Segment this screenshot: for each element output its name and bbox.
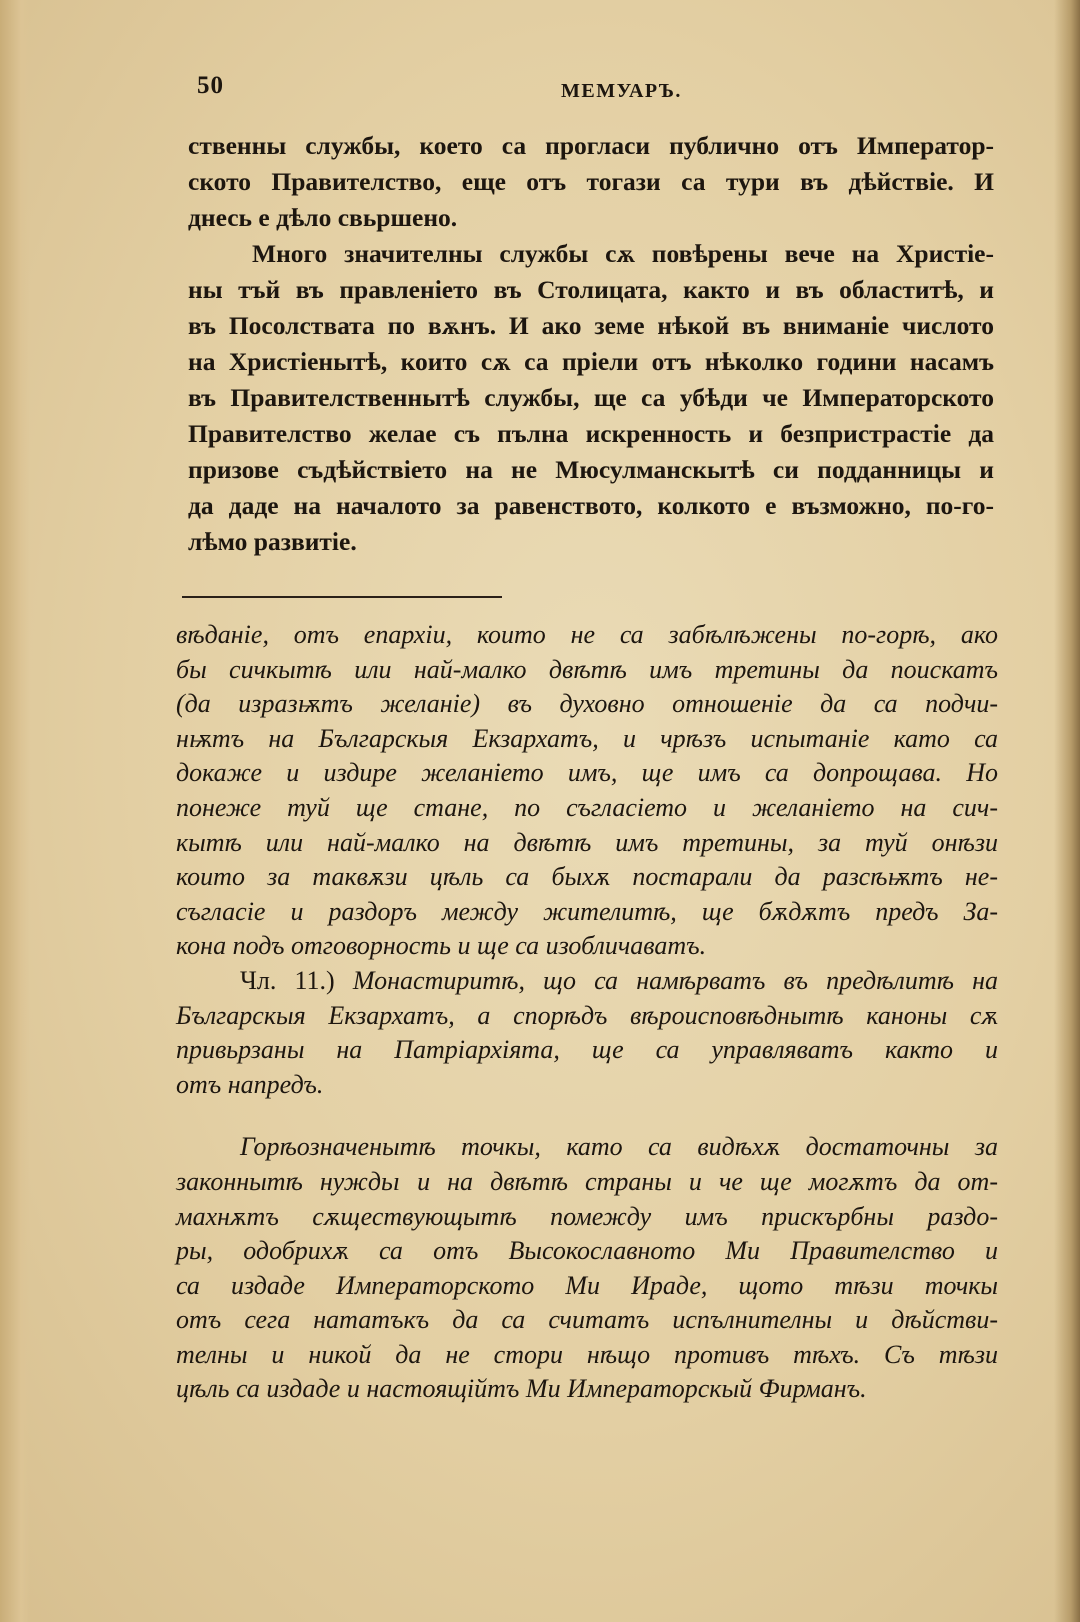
main-text xyxy=(188,128,994,560)
note-line: които за таквѫзи цѣль са быхѫ постарали да разсѣѭтъ не- xyxy=(176,862,998,892)
note-line: съгласіе и раздоръ между жителитѣ, ще бѫдѫтъ предъ За- xyxy=(176,896,998,926)
text-line: лѣмо развитіе. xyxy=(188,527,357,556)
note-line: цѣль са издаде и настоящійтъ Ми Императорскый Фирманъ. xyxy=(176,1374,867,1404)
text-line: на Христіенытѣ, които сѫ са пріели отъ нѣколко години насамъ xyxy=(188,347,994,376)
footnote-divider xyxy=(182,596,502,598)
note-line: (да изразѭтъ желаніе) въ духовно отношеніе да са подчи- xyxy=(176,689,998,719)
page-gutter-shadow xyxy=(0,0,30,1622)
text-line: призове съдѣйствіето на не Мюсулманскытѣ си подданницы и xyxy=(188,455,994,484)
note-line: докаже и издире желаніето имъ, ще имъ са допрощава. Но xyxy=(176,758,998,788)
page-edge-shadow xyxy=(1054,0,1080,1622)
note-line: са издаде Императорското Ми Ираде, щото тѣзи точкы xyxy=(176,1270,998,1300)
note-line: махнѫтъ сѫществующытѣ помежду имъ прискърбны раздо- xyxy=(176,1201,998,1231)
note-line: телны и никой да не стори нѣщо противъ тѣхъ. Съ тѣзи xyxy=(176,1339,998,1369)
note-line: кытѣ или най-малко на двѣтѣ имъ третины, за туй онѣзи xyxy=(176,827,998,857)
note-line: Българскыя Екзархатъ, а спорѣдъ вѣроисповѣднытѣ каноны сѫ xyxy=(176,1000,998,1030)
note-line: кона подъ отговорность и ще са изобличаватъ. xyxy=(176,931,707,961)
note-line: отъ сега нататъкъ да са считатъ испълнителны и дѣйстви- xyxy=(176,1305,998,1335)
text-line: да даде на началото за равенството, колкото е възможно, по-го- xyxy=(188,491,994,520)
paragraph-gap xyxy=(176,1102,998,1130)
note-line: Горѣозначенытѣ точкы, като са видѣхѫ достаточны за xyxy=(240,1132,998,1162)
text-line: днесь е дѣло свьршено. xyxy=(188,203,458,232)
note-line: вѣданіе, отъ епархіи, които не са забѣлѣжены по-горѣ, ако xyxy=(176,620,998,649)
text-line: ны тъй въ правленіето въ Столицата, както и въ областитѣ, и xyxy=(188,275,994,304)
text-line: въ Посолствата по вѫнъ. И ако земе нѣкой въ вниманіе числото xyxy=(188,311,994,340)
text-line: ственны службы, което са прогласи публично отъ Император- xyxy=(188,131,994,160)
note-line xyxy=(176,964,998,999)
note-line: законнытѣ нуждьı и на двѣтѣ страны и че ще могѫтъ да от- xyxy=(176,1166,998,1196)
footnote-text xyxy=(176,618,998,1407)
running-title: МЕМУАРЪ. xyxy=(561,80,682,102)
note-line: бы сичкытѣ или най-малко двѣтѣ имъ третины да поискатъ xyxy=(176,654,998,684)
article-text: Монастиритѣ, що са намѣрватъ въ предѣлитѣ на xyxy=(352,965,998,995)
text-line: Много значителны службы сѫ повѣрены вече на Христіе- xyxy=(252,239,994,268)
note-line: понеже туй ще стане, по съгласіето и желаніето на сич- xyxy=(176,792,998,822)
note-line: привьрзаны на Патріархіята, ще са управляватъ както и xyxy=(176,1035,998,1065)
page-number: 50 xyxy=(197,72,224,99)
note-line: нѭтъ на Българскыя Екзархатъ, и чрѣзъ испытаніе като са xyxy=(176,723,998,753)
text-line: Правителство желае съ пълна искренность и безпристрастіе да xyxy=(188,419,994,448)
text-line: въ Правителственнытѣ службы, ще са убѣди че Императорското xyxy=(188,383,994,412)
article-label: Чл. 11.) xyxy=(240,965,335,995)
note-line: отъ напредъ. xyxy=(176,1069,324,1099)
text-line: ското Правителство, еще отъ тогази са тури въ дѣйствіе. И xyxy=(188,167,994,196)
note-line: ры, одобрихѫ са отъ Высокославното Ми Правителство и xyxy=(176,1236,998,1266)
page-header xyxy=(197,72,997,112)
